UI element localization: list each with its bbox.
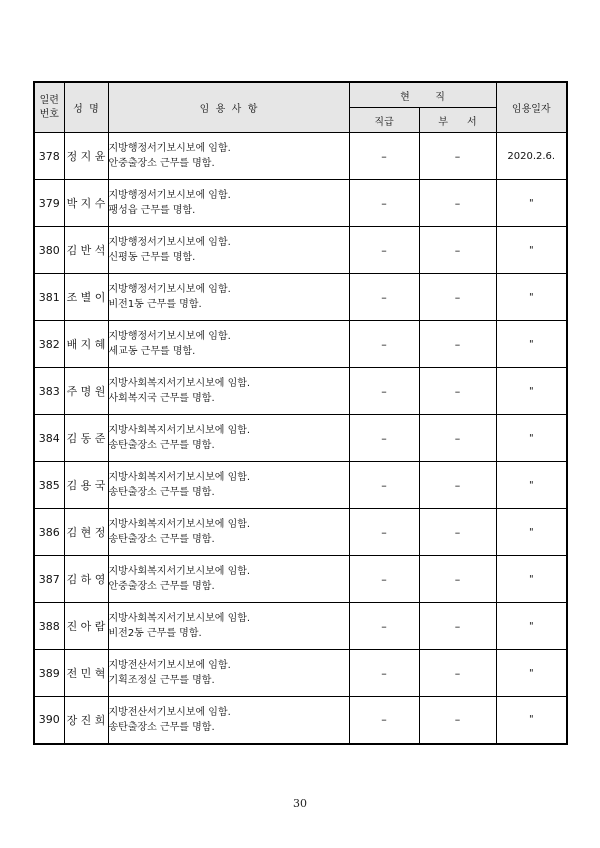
header-serial-line1: 일련 <box>39 94 59 106</box>
row-details-line1: 지방사회복지서기보시보에 임함. <box>108 378 251 389</box>
row-number: 387 <box>34 556 64 603</box>
row-details <box>108 133 349 180</box>
row-date: " <box>496 462 567 509</box>
row-department: – <box>419 603 496 650</box>
row-grade: – <box>349 462 419 509</box>
row-grade: – <box>349 274 419 321</box>
row-department: – <box>419 180 496 227</box>
row-details-line2: 송탄출장소 근무를 명함. <box>108 534 215 545</box>
row-date: " <box>496 321 567 368</box>
row-grade: – <box>349 509 419 556</box>
header-current-position: 현 직 <box>349 82 496 108</box>
row-details-line1: 지방사회복지서기보시보에 임함. <box>108 425 251 436</box>
row-details <box>108 462 349 509</box>
table-row <box>34 368 567 415</box>
row-name: 김 반 석 <box>64 227 108 274</box>
row-name: 김 용 국 <box>64 462 108 509</box>
row-number: 379 <box>34 180 64 227</box>
row-name: 전 민 혁 <box>64 650 108 697</box>
row-details-line1: 지방행정서기보시보에 임함. <box>108 284 231 295</box>
table-row <box>34 133 567 180</box>
row-details-line1: 지방사회복지서기보시보에 임함. <box>108 613 251 624</box>
row-number: 380 <box>34 227 64 274</box>
table-body <box>34 133 567 744</box>
table-row <box>34 650 567 697</box>
header-serial-line2: 번호 <box>39 108 59 120</box>
row-details-line2: 세교동 근무를 명함. <box>108 346 196 357</box>
row-name: 배 지 혜 <box>64 321 108 368</box>
row-department: – <box>419 650 496 697</box>
row-date: " <box>496 697 567 744</box>
row-department: – <box>419 368 496 415</box>
row-details <box>108 321 349 368</box>
row-number: 390 <box>34 697 64 744</box>
page-number: 30 <box>293 797 307 810</box>
header-appointment-date: 임용일자 <box>496 82 567 133</box>
row-number: 388 <box>34 603 64 650</box>
row-date: " <box>496 368 567 415</box>
row-name: 김 동 준 <box>64 415 108 462</box>
row-number: 378 <box>34 133 64 180</box>
row-department: – <box>419 462 496 509</box>
row-details-line1: 지방사회복지서기보시보에 임함. <box>108 519 251 530</box>
row-details-line2: 송탄출장소 근무를 명함. <box>108 440 215 451</box>
row-grade: – <box>349 556 419 603</box>
row-details <box>108 603 349 650</box>
table-row <box>34 274 567 321</box>
row-details-line2: 안중출장소 근무를 명함. <box>108 158 215 169</box>
row-details-line1: 지방사회복지서기보시보에 임함. <box>108 566 251 577</box>
row-details <box>108 650 349 697</box>
row-number: 382 <box>34 321 64 368</box>
row-name: 김 하 영 <box>64 556 108 603</box>
row-details-line1: 지방전산서기보시보에 임함. <box>108 706 231 718</box>
row-date: " <box>496 509 567 556</box>
row-details <box>108 556 349 603</box>
appointment-table <box>33 81 568 745</box>
row-department: – <box>419 697 496 744</box>
row-details-line2: 신평동 근무를 명함. <box>108 252 196 263</box>
row-grade: – <box>349 180 419 227</box>
header-serial-number <box>34 82 64 133</box>
row-department: – <box>419 556 496 603</box>
row-grade: – <box>349 697 419 744</box>
row-details-line2: 기획조정실 근무를 명함. <box>108 675 215 686</box>
header-grade: 직급 <box>349 108 419 133</box>
header-name: 성 명 <box>64 82 108 133</box>
table-row <box>34 556 567 603</box>
row-date: " <box>496 227 567 274</box>
row-date: 2020.2.6. <box>496 133 567 180</box>
row-details-line1: 지방사회복지서기보시보에 임함. <box>108 472 251 483</box>
row-details-line1: 지방전산서기보시보에 임함. <box>108 660 231 671</box>
row-grade: – <box>349 603 419 650</box>
table-row <box>34 180 567 227</box>
row-details-line2: 송탄출장소 근무를 명함. <box>108 721 215 733</box>
row-number: 386 <box>34 509 64 556</box>
table-row <box>34 697 567 744</box>
row-number: 383 <box>34 368 64 415</box>
row-number: 381 <box>34 274 64 321</box>
row-grade: – <box>349 133 419 180</box>
row-details <box>108 274 349 321</box>
row-name: 조 별 이 <box>64 274 108 321</box>
row-details <box>108 697 349 744</box>
row-details <box>108 509 349 556</box>
table-row <box>34 462 567 509</box>
row-department: – <box>419 133 496 180</box>
row-details <box>108 415 349 462</box>
row-details-line1: 지방행정서기보시보에 임함. <box>108 331 231 342</box>
table-row <box>34 603 567 650</box>
row-details-line1: 지방행정서기보시보에 임함. <box>108 237 231 248</box>
row-grade: – <box>349 321 419 368</box>
row-details-line2: 비전2동 근무를 명함. <box>108 628 202 639</box>
row-name: 진 아 람 <box>64 603 108 650</box>
table-row <box>34 509 567 556</box>
row-grade: – <box>349 415 419 462</box>
row-date: " <box>496 603 567 650</box>
row-name: 박 지 수 <box>64 180 108 227</box>
row-details-line1: 지방행정서기보시보에 임함. <box>108 190 231 201</box>
table-row <box>34 415 567 462</box>
row-date: " <box>496 650 567 697</box>
row-details-line1: 지방행정서기보시보에 임함. <box>108 143 231 154</box>
row-details <box>108 368 349 415</box>
row-date: " <box>496 556 567 603</box>
row-number: 384 <box>34 415 64 462</box>
row-date: " <box>496 274 567 321</box>
row-details-line2: 안중출장소 근무를 명함. <box>108 581 215 592</box>
row-name: 주 명 원 <box>64 368 108 415</box>
row-department: – <box>419 509 496 556</box>
row-department: – <box>419 227 496 274</box>
row-name: 장 진 희 <box>64 697 108 744</box>
header-appointment-details: 임 용 사 항 <box>108 82 349 133</box>
row-grade: – <box>349 368 419 415</box>
row-name: 정 지 윤 <box>64 133 108 180</box>
row-details-line2: 송탄출장소 근무를 명함. <box>108 487 215 498</box>
row-details <box>108 227 349 274</box>
row-details-line2: 팽성읍 근무를 명함. <box>108 205 196 216</box>
table-row <box>34 227 567 274</box>
row-number: 389 <box>34 650 64 697</box>
row-date: " <box>496 180 567 227</box>
header-department: 부 서 <box>419 108 496 133</box>
table-row <box>34 321 567 368</box>
row-department: – <box>419 274 496 321</box>
row-grade: – <box>349 650 419 697</box>
row-name: 김 현 정 <box>64 509 108 556</box>
row-department: – <box>419 321 496 368</box>
row-details-line2: 사회복지국 근무를 명함. <box>108 393 215 404</box>
row-details-line2: 비전1동 근무를 명함. <box>108 299 202 310</box>
row-department: – <box>419 415 496 462</box>
row-date: " <box>496 415 567 462</box>
row-details <box>108 180 349 227</box>
row-grade: – <box>349 227 419 274</box>
row-number: 385 <box>34 462 64 509</box>
